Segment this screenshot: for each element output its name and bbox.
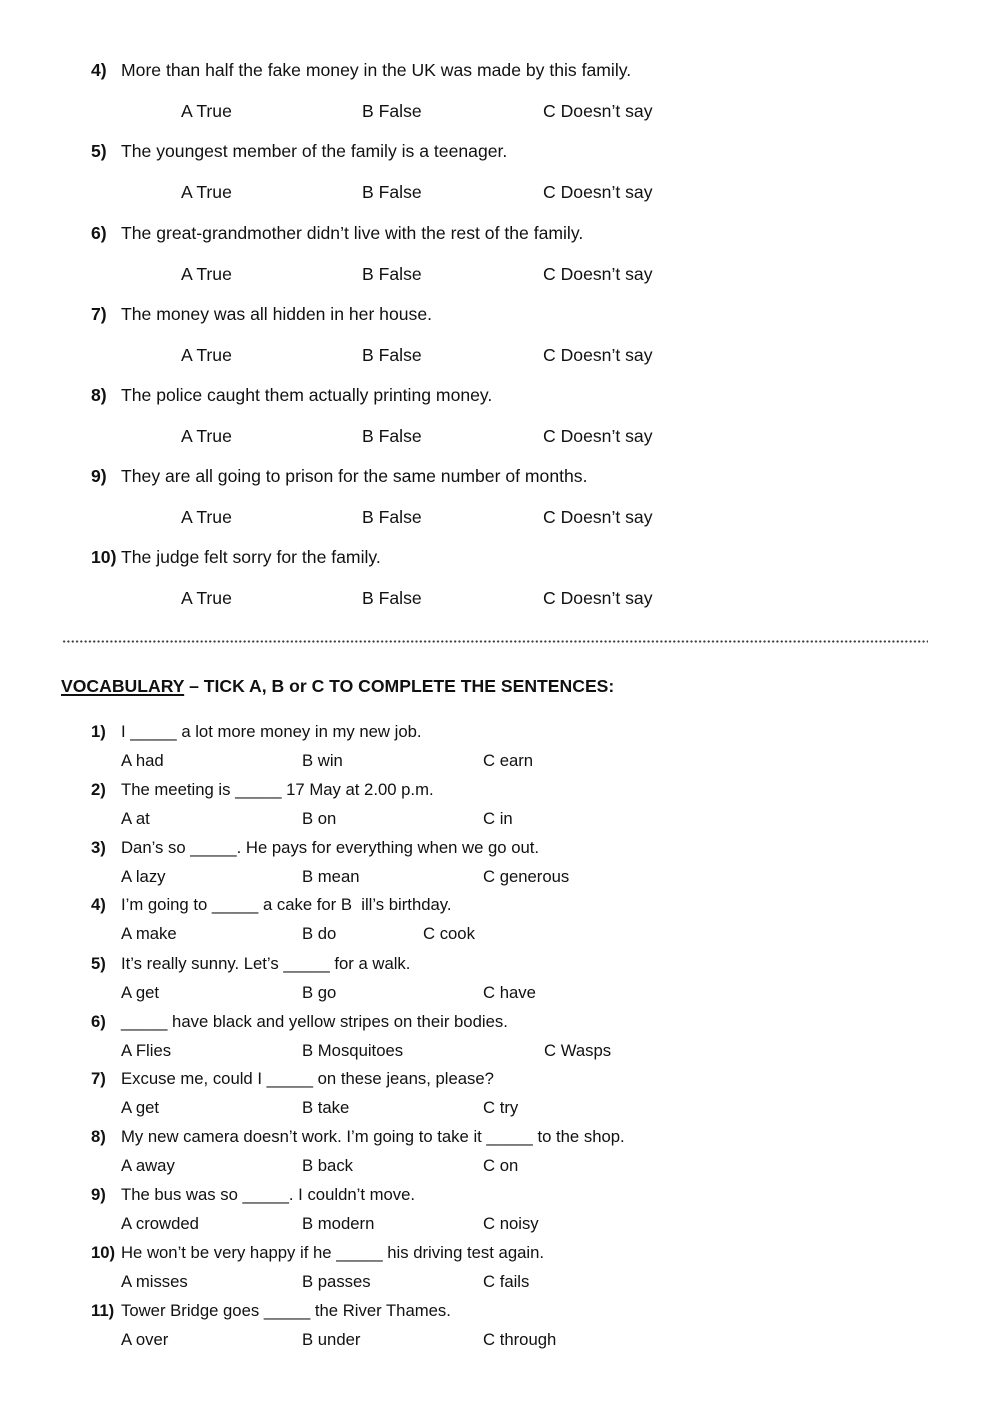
- vocab-question-1: [0, 722, 1000, 770]
- question-number: 7): [91, 304, 107, 324]
- option-a[interactable]: A True: [181, 506, 232, 527]
- option-c[interactable]: C Doesn’t say: [543, 425, 653, 446]
- option-c[interactable]: C cook: [423, 923, 475, 943]
- option-a[interactable]: A lazy: [121, 866, 166, 886]
- option-a[interactable]: A had: [121, 750, 164, 770]
- option-b[interactable]: B back: [302, 1155, 354, 1175]
- option-b[interactable]: B under: [302, 1329, 361, 1349]
- option-b[interactable]: B False: [362, 344, 422, 365]
- question-number: 10): [91, 1243, 116, 1262]
- vocab-question-5: [0, 954, 1000, 1002]
- option-c[interactable]: C try: [483, 1097, 519, 1117]
- option-c[interactable]: C fails: [483, 1271, 530, 1291]
- option-a[interactable]: A True: [181, 587, 232, 608]
- option-a[interactable]: A at: [121, 808, 150, 828]
- question-text: The police caught them actually printing money.: [121, 385, 493, 405]
- question-text: Tower Bridge goes _____ the River Thames.: [121, 1301, 451, 1320]
- option-c[interactable]: C noisy: [483, 1213, 539, 1233]
- question-number: 8): [91, 1127, 106, 1146]
- option-b[interactable]: B go: [302, 982, 337, 1002]
- question-number: 8): [91, 385, 107, 405]
- option-b[interactable]: B passes: [302, 1271, 371, 1291]
- question-number: 7): [91, 1069, 106, 1088]
- question-text: It’s really sunny. Let’s _____ for a walk.: [121, 954, 411, 973]
- question-text: They are all going to prison for the same number of months.: [121, 466, 588, 486]
- vocab-question-7: [0, 1069, 1000, 1117]
- option-c[interactable]: C on: [483, 1155, 519, 1175]
- option-b[interactable]: B win: [302, 750, 343, 770]
- question-text: The meeting is _____ 17 May at 2.00 p.m.: [121, 780, 434, 799]
- option-b[interactable]: B modern: [302, 1213, 375, 1233]
- question-number: 6): [91, 1012, 106, 1031]
- question-text: More than half the fake money in the UK was made by this family.: [121, 60, 632, 80]
- vocab-question-6: [0, 1012, 1000, 1060]
- option-c[interactable]: C Doesn’t say: [543, 263, 653, 284]
- option-b[interactable]: B False: [362, 587, 422, 608]
- question-text: My new camera doesn’t work. I’m going to take it _____ to the shop.: [121, 1127, 625, 1146]
- question-text: He won’t be very happy if he _____ his driving test again.: [121, 1243, 545, 1262]
- option-b[interactable]: B take: [302, 1097, 350, 1117]
- option-b[interactable]: B False: [362, 425, 422, 446]
- question-number: 4): [91, 60, 107, 80]
- question-number: 5): [91, 954, 106, 973]
- option-a[interactable]: A misses: [121, 1271, 188, 1291]
- option-a[interactable]: A True: [181, 100, 232, 121]
- option-c[interactable]: C generous: [483, 866, 570, 886]
- option-c[interactable]: C earn: [483, 750, 534, 770]
- option-a[interactable]: A get: [121, 982, 160, 1002]
- question-text: The judge felt sorry for the family.: [121, 547, 381, 567]
- option-c[interactable]: C Doesn’t say: [543, 100, 653, 121]
- vocab-question-11: [0, 1301, 1000, 1349]
- option-b[interactable]: B False: [362, 181, 422, 202]
- vocab-question-10: [0, 1243, 1000, 1291]
- question-text: I _____ a lot more money in my new job.: [121, 722, 422, 741]
- question-number: 6): [91, 223, 107, 243]
- option-c[interactable]: C Doesn’t say: [543, 344, 653, 365]
- option-a[interactable]: A True: [181, 181, 232, 202]
- option-c[interactable]: C have: [483, 982, 536, 1002]
- option-a[interactable]: A make: [121, 923, 177, 943]
- question-text: _____ have black and yellow stripes on their bodies.: [121, 1012, 508, 1031]
- question-text: Dan’s so _____. He pays for everything when we go out.: [121, 838, 540, 857]
- vocab-question-9: [0, 1185, 1000, 1233]
- vocab-question-2: [0, 780, 1000, 828]
- heading-vocabulary: VOCABULARY: [61, 676, 185, 696]
- option-b[interactable]: B do: [302, 923, 337, 943]
- question-number: 9): [91, 1185, 106, 1204]
- option-c[interactable]: C Doesn’t say: [543, 506, 653, 527]
- question-text: Excuse me, could I _____ on these jeans, please?: [121, 1069, 494, 1088]
- option-a[interactable]: A away: [121, 1155, 175, 1175]
- question-number: 10): [91, 547, 117, 567]
- question-number: 9): [91, 466, 107, 486]
- option-a[interactable]: A get: [121, 1097, 160, 1117]
- option-c[interactable]: C Wasps: [544, 1040, 612, 1060]
- question-number: 1): [91, 722, 106, 741]
- question-number: 5): [91, 141, 107, 161]
- option-c[interactable]: C Doesn’t say: [543, 587, 653, 608]
- option-b[interactable]: B on: [302, 808, 337, 828]
- option-c[interactable]: C in: [483, 808, 513, 828]
- vocab-question-3: [0, 838, 1000, 886]
- option-b[interactable]: B Mosquitoes: [302, 1040, 404, 1060]
- question-number: 11): [91, 1301, 115, 1320]
- option-c[interactable]: C Doesn’t say: [543, 181, 653, 202]
- option-a[interactable]: A crowded: [121, 1213, 199, 1233]
- heading-instruction: – TICK A, B or C TO COMPLETE THE SENTENCES:: [189, 676, 615, 696]
- option-a[interactable]: A Flies: [121, 1040, 172, 1060]
- option-a[interactable]: A over: [121, 1329, 169, 1349]
- option-b[interactable]: B False: [362, 506, 422, 527]
- option-b[interactable]: B False: [362, 100, 422, 121]
- question-text: The bus was so _____. I couldn’t move.: [121, 1185, 416, 1204]
- question-text: The youngest member of the family is a teenager.: [121, 141, 508, 161]
- question-number: 3): [91, 838, 106, 857]
- option-c[interactable]: C through: [483, 1329, 557, 1349]
- option-a[interactable]: A True: [181, 263, 232, 284]
- question-text: The money was all hidden in her house.: [121, 304, 433, 324]
- option-a[interactable]: A True: [181, 344, 232, 365]
- vocab-question-4: [0, 895, 1000, 943]
- option-b[interactable]: B mean: [302, 866, 360, 886]
- question-number: 2): [91, 780, 106, 799]
- question-text: The great-grandmother didn’t live with the rest of the family.: [121, 223, 584, 243]
- option-b[interactable]: B False: [362, 263, 422, 284]
- question-number: 4): [91, 895, 106, 914]
- vocab-question-8: [0, 1127, 1000, 1175]
- option-a[interactable]: A True: [181, 425, 232, 446]
- question-text: I’m going to _____ a cake for B ill’s birthday.: [121, 895, 452, 914]
